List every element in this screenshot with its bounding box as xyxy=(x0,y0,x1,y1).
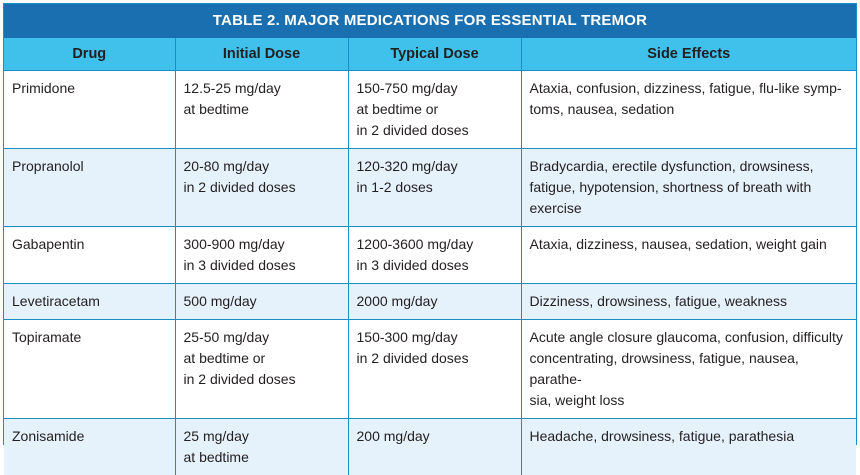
side-effects-cell: Ataxia, confusion, dizziness, fatigue, flu-like symp- toms, nausea, sedation xyxy=(521,70,856,148)
table-row xyxy=(4,70,856,148)
typical-dose-cell: 2000 mg/day xyxy=(348,283,521,319)
table-row xyxy=(4,226,856,283)
side-effects-cell: Headache, drowsiness, fatigue, parathesia xyxy=(521,418,856,475)
initial-dose-cell: 500 mg/day xyxy=(175,283,348,319)
initial-dose-cell: 25 mg/day at bedtime xyxy=(175,418,348,475)
table-row xyxy=(4,418,856,475)
typical-dose-cell: 150-750 mg/day at bedtime or in 2 divided doses xyxy=(348,70,521,148)
drug-cell: Primidone xyxy=(4,70,175,148)
typical-dose-cell: 1200-3600 mg/day in 3 divided doses xyxy=(348,226,521,283)
drug-cell: Propranolol xyxy=(4,148,175,226)
header-drug: Drug xyxy=(4,38,175,70)
typical-dose-cell: 150-300 mg/day in 2 divided doses xyxy=(348,319,521,418)
initial-dose-cell: 300-900 mg/day in 3 divided doses xyxy=(175,226,348,283)
initial-dose-cell: 12.5-25 mg/day at bedtime xyxy=(175,70,348,148)
initial-dose-cell: 20-80 mg/day in 2 divided doses xyxy=(175,148,348,226)
drug-cell: Gabapentin xyxy=(4,226,175,283)
drug-cell: Zonisamide xyxy=(4,418,175,475)
drug-cell: Levetiracetam xyxy=(4,283,175,319)
side-effects-cell: Dizziness, drowsiness, fatigue, weakness xyxy=(521,283,856,319)
side-effects-cell: Ataxia, dizziness, nausea, sedation, weight gain xyxy=(521,226,856,283)
drug-cell: Topiramate xyxy=(4,319,175,418)
typical-dose-cell: 120-320 mg/day in 1-2 doses xyxy=(348,148,521,226)
header-side-effects: Side Effects xyxy=(521,38,856,70)
table-row xyxy=(4,283,856,319)
typical-dose-cell: 200 mg/day xyxy=(348,418,521,475)
side-effects-cell: Bradycardia, erectile dysfunction, drowsiness, fatigue, hypotension, shortness of breath with exercise xyxy=(521,148,856,226)
table-row xyxy=(4,148,856,226)
initial-dose-cell: 25-50 mg/day at bedtime or in 2 divided doses xyxy=(175,319,348,418)
medications-table xyxy=(3,3,857,465)
header-initial-dose: Initial Dose xyxy=(175,38,348,70)
table-row xyxy=(4,319,856,418)
medications-grid xyxy=(4,38,856,475)
table-title: TABLE 2. MAJOR MEDICATIONS FOR ESSENTIAL TREMOR xyxy=(4,4,856,38)
header-typical-dose: Typical Dose xyxy=(348,38,521,70)
side-effects-cell: Acute angle closure glaucoma, confusion, difficulty concentrating, drowsiness, fatigue, nausea, parathe- sia, weight loss xyxy=(521,319,856,418)
header-row xyxy=(4,38,856,70)
